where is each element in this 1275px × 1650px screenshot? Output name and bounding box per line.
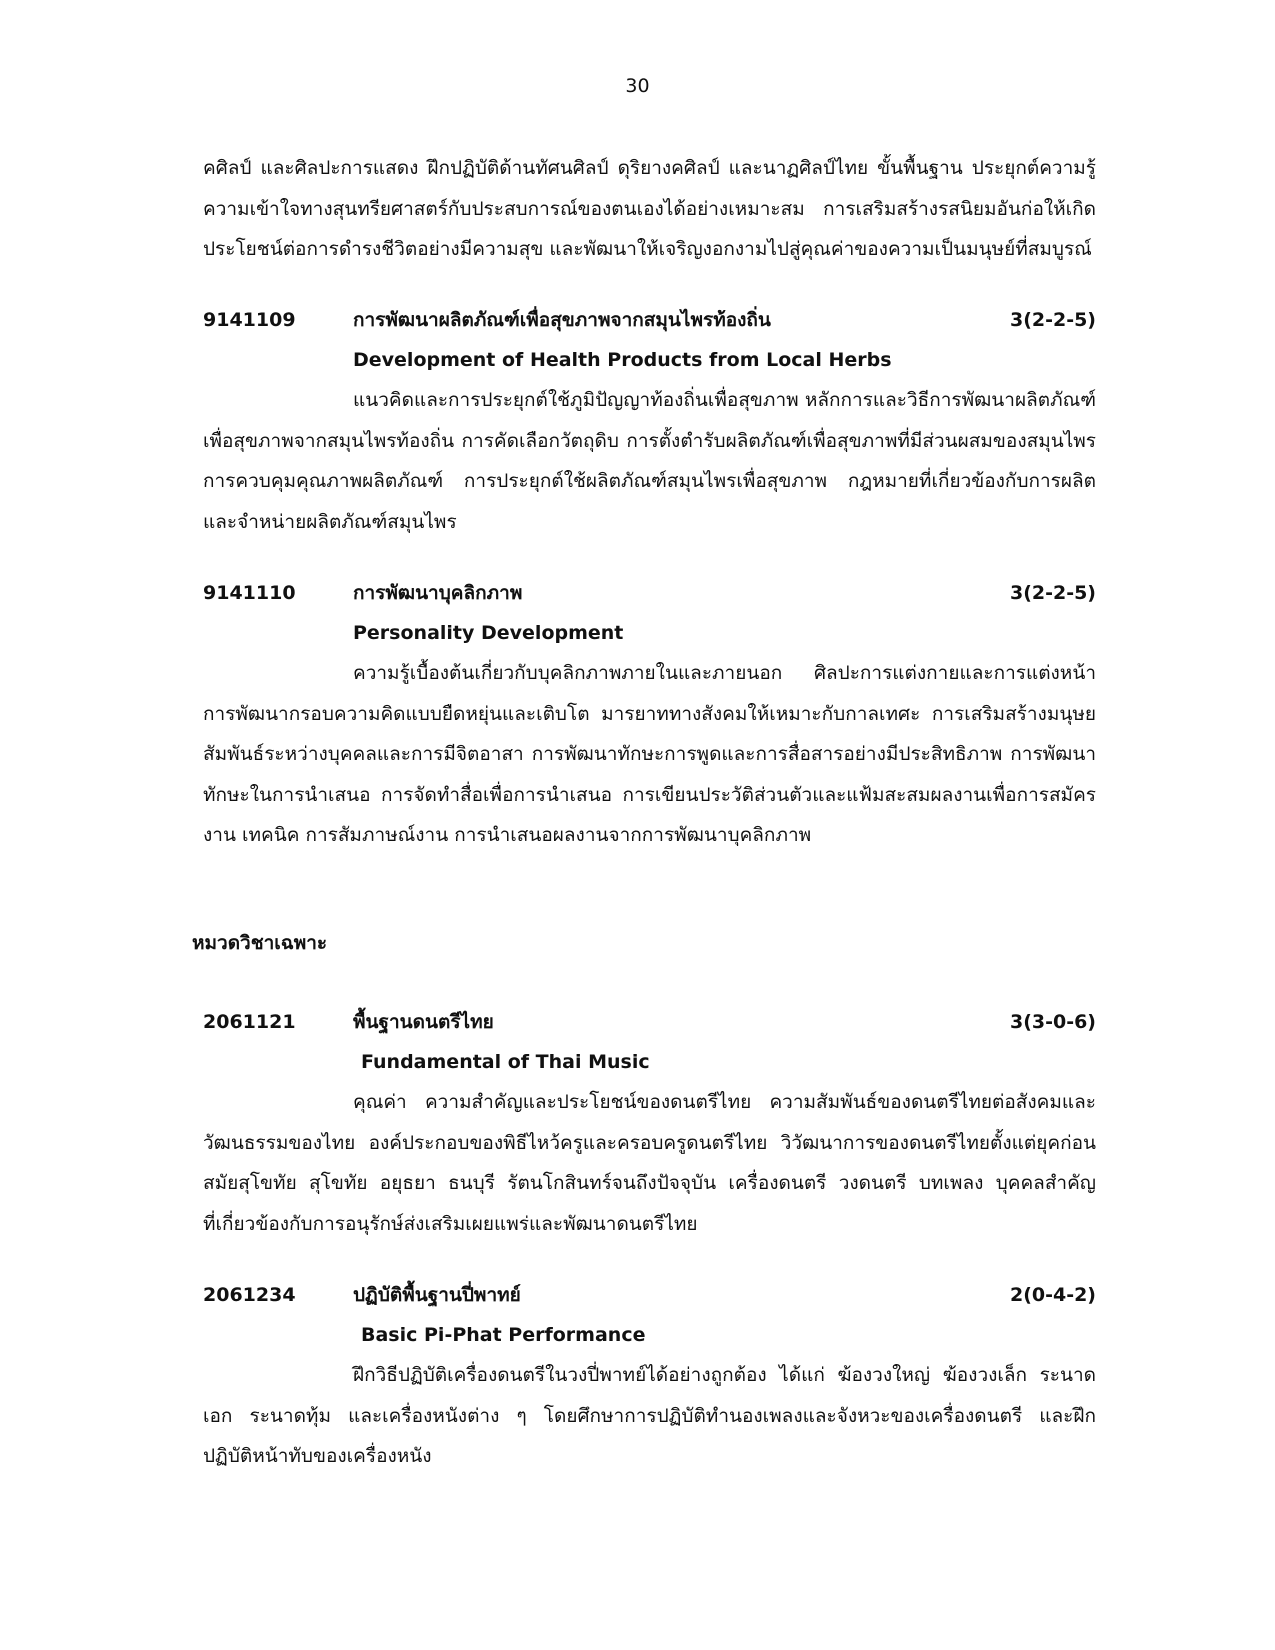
description-line: ที่เกี่ยวข้องกับการอนุรักษ์ส่งเสริมเผยแพร่และพัฒนาดนตรีไทย — [203, 1212, 698, 1235]
course-title-th: การพัฒนาบุคลิกภาพ — [353, 582, 523, 604]
intro-paragraph — [203, 148, 1096, 270]
description-line: เอก ระนาดทุ้ม และเครื่องหนังต่าง ๆ โดยศึกษาการปฏิบัติทำนองเพลงและจังหวะของเครื่องดนตรี และฝึก — [203, 1404, 1096, 1427]
course-entry — [203, 1002, 1096, 1244]
description-line: สัมพันธ์ระหว่างบุคคลและการมีจิตอาสา การพัฒนาทักษะการพูดและการสื่อสารอย่างมีประสิทธิภาพ การพัฒนา — [203, 743, 1096, 765]
description-line: ความรู้เบื้องต้นเกี่ยวกับบุคลิกภาพภายในและภายนอก ศิลปะการแต่งกายและการแต่งหน้า — [353, 662, 1096, 684]
course-header — [203, 1275, 1096, 1315]
course-entry — [203, 573, 1096, 856]
course-title-en: Development of Health Products from Local Herbs — [353, 349, 892, 371]
course-credits: 3(2-2-5) — [1009, 309, 1096, 331]
course-credits: 3(2-2-5) — [1009, 582, 1096, 604]
course-title-th: การพัฒนาผลิตภัณฑ์เพื่อสุขภาพจากสมุนไพรท้องถิ่น — [353, 309, 771, 331]
course-entry — [203, 300, 1096, 542]
description-line: สมัยสุโขทัย สุโขทัย อยุธยา ธนบุรี รัตนโกสินทร์จนถึงปัจจุบัน เครื่องดนตรี วงดนตรี บทเพลง บุคคลสำคัญ — [203, 1172, 1096, 1194]
intro-line: ความเข้าใจทางสุนทรียศาสตร์กับประสบการณ์ของตนเองได้อย่างเหมาะสม การเสริมสร้างรสนิยมอันก่อให้เกิด — [203, 197, 1096, 220]
description-line: เพื่อสุขภาพจากสมุนไพรท้องถิ่น การคัดเลือกวัตถุดิบ การตั้งตำรับผลิตภัณฑ์เพื่อสุขภาพที่มีส่วนผสมของสมุนไพร — [203, 429, 1096, 452]
description-line: ฝึกวิธีปฏิบัติเครื่องดนตรีในวงปี่พาทย์ได้อย่างถูกต้อง ได้แก่ ฆ้องวงใหญ่ ฆ้องวงเล็ก ระนาด — [353, 1364, 1096, 1386]
course-title-th: ปฏิบัติพื้นฐานปี่พาทย์ — [353, 1284, 521, 1306]
course-credits: 2(0-4-2) — [1009, 1284, 1096, 1306]
course-title-en: Personality Development — [353, 622, 624, 644]
course-title-en: Basic Pi-Phat Performance — [361, 1324, 646, 1346]
course-code: 2061121 — [203, 1011, 296, 1033]
course-title-th: พื้นฐานดนตรีไทย — [353, 1011, 494, 1033]
description-line: แนวคิดและการประยุกต์ใช้ภูมิปัญญาท้องถิ่นเพื่อสุขภาพ หลักการและวิธีการพัฒนาผลิตภัณฑ์ — [353, 389, 1096, 411]
description-line: ปฏิบัติหน้าทับของเครื่องหนัง — [203, 1445, 432, 1467]
description-line: ทักษะในการนำเสนอ การจัดทำสื่อเพื่อการนำเสนอ การเขียนประวัติส่วนตัวและแฟ้มสะสมผลงานเพื่อการสมัคร — [203, 783, 1096, 806]
course-header — [203, 573, 1096, 613]
course-header — [203, 300, 1096, 340]
course-description — [203, 653, 1096, 856]
course-description — [203, 1082, 1096, 1244]
description-line: คุณค่า ความสำคัญและประโยชน์ของดนตรีไทย ความสัมพันธ์ของดนตรีไทยต่อสังคมและ — [353, 1091, 1096, 1113]
description-line: การพัฒนากรอบความคิดแบบยืดหยุ่นและเติบโต มารยาททางสังคมให้เหมาะกับกาลเทศะ การเสริมสร้างมนุษย — [203, 702, 1096, 725]
course-code: 9141109 — [203, 309, 296, 331]
description-line: การควบคุมคุณภาพผลิตภัณฑ์ การประยุกต์ใช้ผลิตภัณฑ์สมุนไพรเพื่อสุขภาพ กฎหมายที่เกี่ยวข้องกับการผลิต — [203, 470, 1096, 492]
course-description — [203, 380, 1096, 542]
description-line: และจำหน่ายผลิตภัณฑ์สมุนไพร — [203, 510, 457, 533]
section-heading: หมวดวิชาเฉพาะ — [192, 932, 328, 954]
course-credits: 3(3-0-6) — [1009, 1011, 1096, 1033]
intro-line: คศิลป์ และศิลปะการแสดง ฝึกปฏิบัติด้านทัศนศิลป์ ดุริยางคศิลป์ และนาฏศิลป์ไทย ขั้นพื้นฐาน ประยุกต์ความรู้ — [203, 157, 1096, 179]
course-code: 2061234 — [203, 1284, 296, 1306]
page-number: 30 — [625, 75, 650, 97]
intro-line: ประโยชน์ต่อการดำรงชีวิตอย่างมีความสุข และพัฒนาให้เจริญงอกงามไปสู่คุณค่าของความเป็นมนุษย์ที่สมบูรณ์ — [203, 238, 1092, 260]
course-entry — [203, 1275, 1096, 1477]
description-line: วัฒนธรรมของไทย องค์ประกอบของพิธีไหว้ครูและครอบครูดนตรีไทย วิวัฒนาการของดนตรีไทยตั้งแต่ยุคก่อน — [203, 1131, 1096, 1154]
course-description — [203, 1355, 1096, 1477]
course-code: 9141110 — [203, 582, 296, 604]
course-title-en: Fundamental of Thai Music — [361, 1051, 650, 1073]
course-header — [203, 1002, 1096, 1042]
description-line: งาน เทคนิค การสัมภาษณ์งาน การนำเสนอผลงานจากการพัฒนาบุคลิกภาพ — [203, 824, 812, 846]
